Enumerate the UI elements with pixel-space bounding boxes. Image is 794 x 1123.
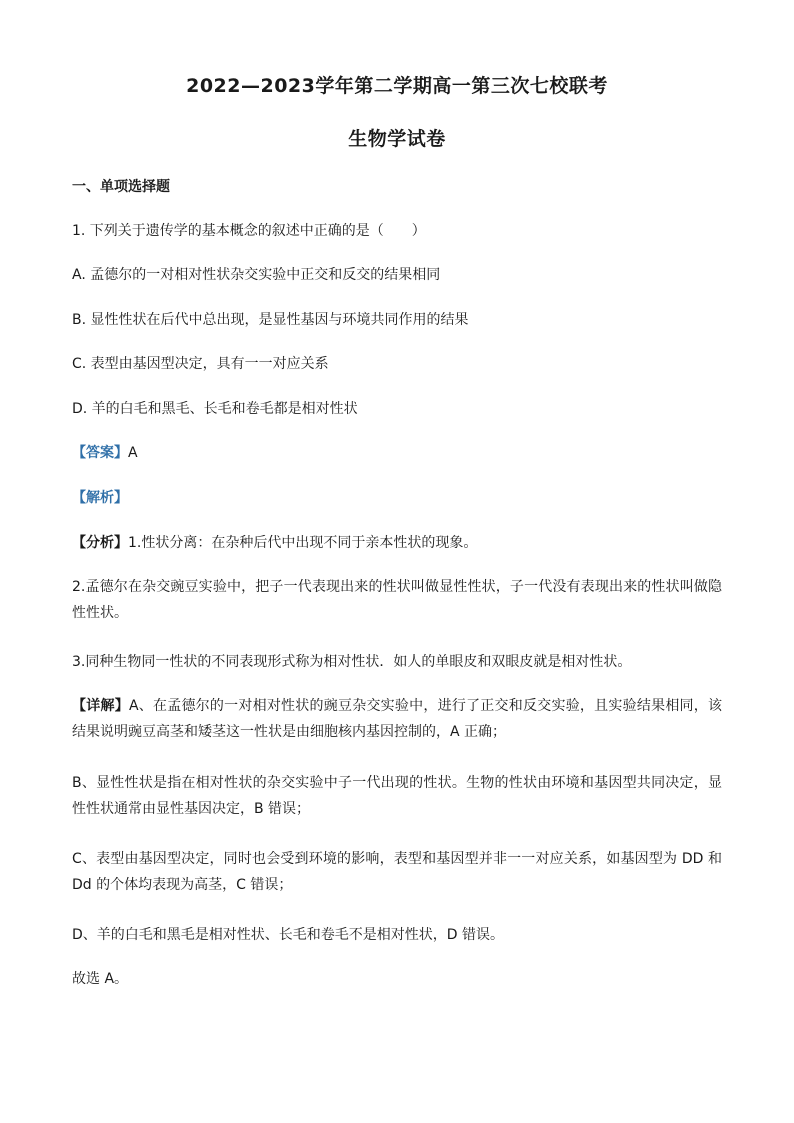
detail-b: B、显性性状是指在相对性状的杂交实验中子一代出现的性状。生物的性状由环境和基因型共同决定，显性性状通常由显性基因决定，B 错误；	[72, 775, 722, 817]
detail-a-paragraph	[72, 693, 722, 745]
option-b: B. 显性性状在后代中总出现，是显性基因与环境共同作用的结果	[72, 312, 469, 328]
detail-c: C、表型由基因型决定，同时也会受到环境的影响，表型和基因型并非一一对应关系，如基因型为 DD 和 Dd 的个体均表现为高茎，C 错误；	[72, 851, 722, 893]
fenxi-label: 【分析】	[72, 535, 128, 551]
section-heading: 一、单项选择题	[72, 179, 170, 195]
fenxi-point-1: 1.性状分离：在杂种后代中出现不同于亲本性状的现象。	[128, 535, 478, 551]
question-stem: 1. 下列关于遗传学的基本概念的叙述中正确的是（ ）	[72, 223, 426, 239]
option-c: C. 表型由基因型决定，具有一一对应关系	[72, 356, 329, 372]
exam-title: 2022—2023学年第二学期高一第三次七校联考	[186, 75, 608, 97]
answer-line	[72, 443, 722, 463]
fenxi-line	[72, 533, 722, 553]
analysis-label: 【解析】	[72, 490, 128, 506]
fenxi-point-2: 2.孟德尔在杂交豌豆实验中，把子一代表现出来的性状叫做显性性状，子一代没有表现出来的性状叫做隐性性状。	[72, 579, 722, 621]
exam-subtitle: 生物学试卷	[348, 128, 446, 150]
option-a: A. 孟德尔的一对相对性状杂交实验中正交和反交的结果相同	[72, 267, 441, 283]
answer-value: A	[128, 445, 138, 461]
detail-label: 【详解】	[72, 698, 129, 714]
fenxi-point-3: 3.同种生物同一性状的不同表现形式称为相对性状．如人的单眼皮和双眼皮就是相对性状。	[72, 654, 632, 670]
detail-d: D、羊的白毛和黑毛是相对性状、长毛和卷毛不是相对性状，D 错误。	[72, 927, 505, 943]
analysis-heading	[72, 488, 722, 508]
conclusion: 故选 A。	[72, 971, 129, 987]
answer-label: 【答案】	[72, 445, 128, 461]
detail-a: A、在孟德尔的一对相对性状的豌豆杂交实验中，进行了正交和反交实验，且实验结果相同，该结果说明豌豆高茎和矮茎这一性状是由细胞核内基因控制的，A 正确；	[72, 698, 723, 740]
option-d: D. 羊的白毛和黑毛、长毛和卷毛都是相对性状	[72, 401, 358, 417]
